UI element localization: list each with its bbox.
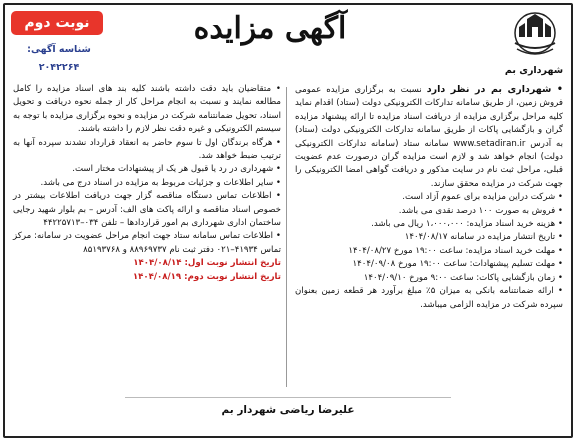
org-name: شهرداری بم <box>504 65 564 76</box>
list-item: • تاریخ انتشار مزایده در سامانه ۱۴۰۴/۰۸/۱۷ <box>404 232 563 243</box>
intro-lead: • شهرداری بم در نظر دارد <box>426 84 564 95</box>
intro-paragraph <box>295 83 563 191</box>
publish-date-second: تاریخ انتشار نوبت دوم: ۱۴۰۴/۰۸/۱۹ <box>132 271 281 282</box>
left-column <box>13 83 281 284</box>
list-item: • شهرداری در رد یا قبول هر یک از پیشنهادات مختار است. <box>72 164 281 175</box>
ad-header <box>5 5 571 83</box>
ad-title: آگهی مزایده <box>193 11 347 46</box>
signature: علیرضا ریاضی شهردار بم <box>221 404 355 416</box>
list-item: • سایر اطلاعات و جزئیات مربوط به مزایده در اسناد درج می باشد. <box>40 177 281 188</box>
municipality-logo-icon <box>505 9 565 67</box>
list-item: • ارائه ضمانتنامه بانکی به میزان ۵٪ مبلغ برآورد هر قطعه زمین بعنوان سپرده شرکت در مزایده الزامی میباشد. <box>295 286 563 310</box>
right-column <box>295 83 563 312</box>
list-item: • مهلت خرید اسناد مزایده: ساعت ۱۹:۰۰ مورخ ۱۴۰۴/۰۸/۲۷ <box>348 245 563 256</box>
round-badge: نوبت دوم <box>11 11 103 35</box>
intro-text: نسبت به برگزاری مزایده عمومی فروش زمین، از طریق سامانه تدارکات الکترونیکی دولت (ستاد) اقدام نماید کلیه مراحل برگزاری مزایده از دریافت اسناد مزایده تا ارائه پیشنهاد مزایده گران و بازگشایی پاکات از طریق سامانه تدارکات الکترونیکی دولت (ستاد) به آدرس www.setadiran.ir سامانه ستاد (سامانه تدارکات الکترونیکی دولت) انجام خواهد شد و لازم است مزایده گران درصورت عدم عضویت قبلی، مراحل ثبت نام در سایت مذکور و دریافت گواهی امضا الکترونیکی را جهت شرکت در مزایده محقق سازند. <box>295 85 563 189</box>
list-item: • هزینه خرید اسناد مزایده: ۱،۰۰۰،۰۰۰ ریال می باشد. <box>371 219 563 230</box>
list-item: • فروش به صورت ۱۰۰ درصد نقدی می باشد. <box>398 205 563 216</box>
list-item: • متقاضیان باید دقت داشته باشند کلیه بند های اسناد مزایده را کامل مطالعه نمایند و نسبت به انجام مراحل کار از جمله نحوه دریافت و تحویل اسناد، تحویل ضمانتنامه شرکت در مزایده و نحوه برگزاری مزایده با توجه به سیستم الکترونیکی و غیره دقت نظر لازم را داشته باشند. <box>13 84 281 135</box>
list-item: • مهلت تسلیم پیشنهادات: ساعت ۱۹:۰۰ مورخ ۱۴۰۴/۰۹/۰۸ <box>352 259 563 270</box>
ad-id: شناسه آگهی: ۲۰۴۲۲۶۴ <box>27 44 91 73</box>
list-item: • اطلاعات تماس سامانه ستاد جهت انجام مراحل عضویت در سامانه: مرکز تماس ۴۱۹۳۴–۰۲۱ دفتر ثبت نام ۸۸۹۶۹۷۳۷ و ۸۵۱۹۳۷۶۸ <box>13 231 281 255</box>
footer-divider <box>125 397 451 398</box>
list-item: • زمان بازگشایی پاکات: ساعت ۹:۰۰ مورخ ۱۴۰۴/۰۹/۱۰ <box>363 272 563 283</box>
list-item: • اطلاعات تماس دستگاه مناقصه گزار جهت دریافت اطلاعات بیشتر در خصوص اسناد مناقصه و ارائه پاکت های الف: آدرس – بم بلوار شهید رجایی ساختمان اداری شهرداری بم امور قراردادها – تلفن ۰۳۴–۴۴۲۲۵۷۱۳ <box>13 191 281 229</box>
list-item: • هرگاه برندگان اول تا سوم حاضر به انعقاد قرارداد نشدند سپرده آنها به ترتیب ضبط خواهد شد. <box>13 137 281 162</box>
column-divider <box>286 87 287 387</box>
list-item: • شرکت دراین مزایده برای عموم آزاد است. <box>402 192 563 203</box>
ad-frame <box>3 3 573 438</box>
publish-date-first: تاریخ انتشار نوبت اول: ۱۴۰۴/۰۸/۱۴ <box>133 258 281 269</box>
